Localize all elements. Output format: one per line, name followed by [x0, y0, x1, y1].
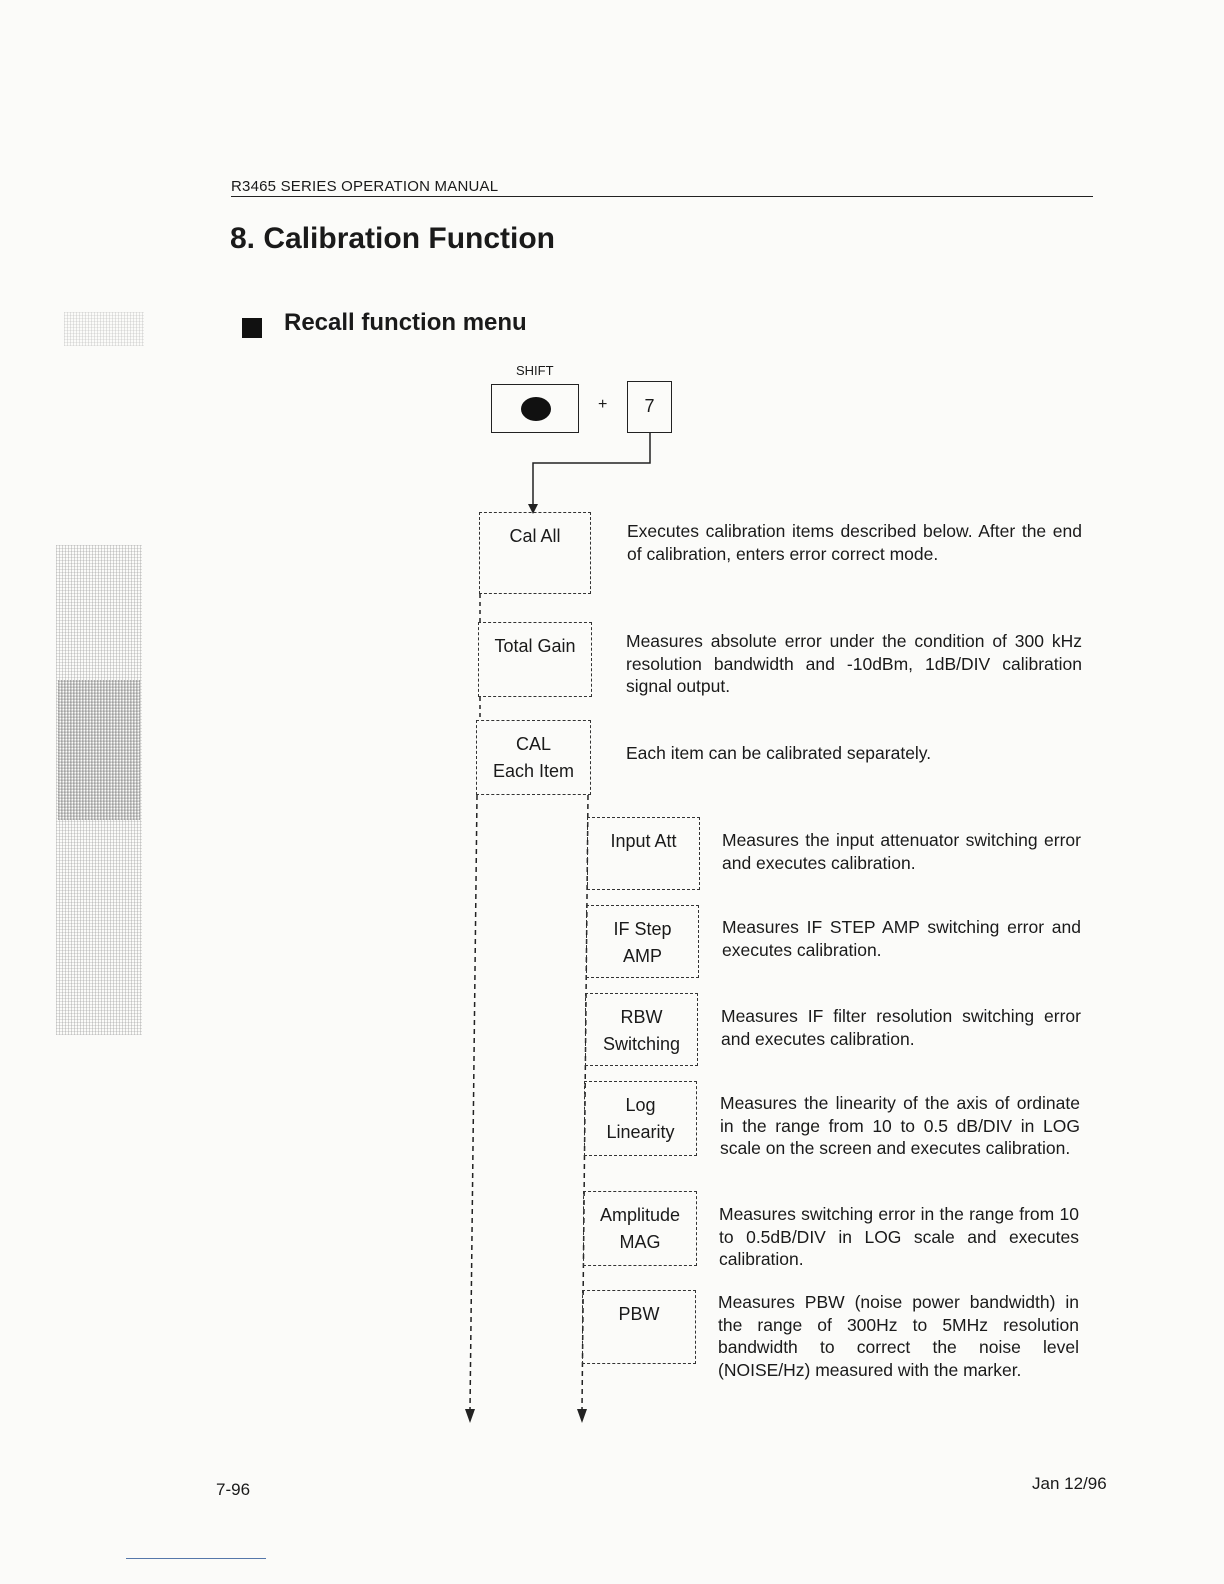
total-gain-description: Measures absolute error under the condition of 300 kHz resolution bandwidth and -10dBm, 1dB/DIV calibration signal output.: [626, 631, 1082, 696]
cal-each-item-description: Each item can be calibrated separately.: [626, 743, 932, 763]
revision-date: Jan 12/96: [1032, 1474, 1107, 1493]
softkey-label: Cal All: [509, 526, 561, 546]
softkey-label: PBW: [618, 1304, 660, 1324]
softkey-label-line2: AMP: [622, 946, 662, 966]
softkey-label-line2: Each Item: [492, 761, 575, 781]
softkey-cal-all[interactable]: [479, 512, 591, 594]
bottom-rule: [126, 1558, 266, 1559]
section-title: Recall function menu: [284, 309, 527, 336]
log-linearity-description: Measures the linearity of the axis of ordinate in the range from 10 to 0.5 dB/DIV in LOG scale on the screen and executes calibration.: [720, 1093, 1080, 1158]
softkey-input-att[interactable]: [587, 817, 700, 890]
manual-title: R3465 SERIES OPERATION MANUAL: [231, 178, 499, 195]
softkey-label: Log: [625, 1095, 656, 1115]
softkey-if-step-amp[interactable]: [586, 905, 699, 978]
input-att-description: Measures the input attenuator switching error and executes calibration.: [722, 830, 1081, 873]
softkey-label-line2: Linearity: [606, 1122, 675, 1142]
softkey-rbw-switching[interactable]: [585, 993, 698, 1066]
softkey-label: Amplitude: [599, 1205, 681, 1225]
softkey-cal-each-item[interactable]: [476, 720, 591, 795]
rbw-switching-description: Measures IF filter resolution switching error and executes calibration.: [721, 1006, 1081, 1049]
softkey-total-gain[interactable]: [478, 622, 592, 697]
softkey-pbw[interactable]: [582, 1290, 696, 1364]
softkey-label: Input Att: [610, 831, 677, 851]
softkey-label-line2: MAG: [619, 1232, 661, 1252]
chapter-title: 8. Calibration Function: [230, 222, 556, 255]
softkey-label: Total Gain: [494, 636, 576, 656]
shift-key-label: SHIFT: [516, 363, 554, 378]
softkey-label: RBW: [620, 1007, 663, 1027]
softkey-label: IF Step: [613, 919, 672, 939]
softkey-amplitude-mag[interactable]: [583, 1191, 697, 1266]
pbw-description: Measures PBW (noise power bandwidth) in the range of 300Hz to 5MHz resolution bandwidth to correct the noise level (NOISE/Hz) measured with the marker.: [718, 1292, 1079, 1380]
plus-sign: +: [598, 396, 608, 413]
amplitude-mag-description: Measures switching error in the range from 10 to 0.5dB/DIV in LOG scale and executes calibration.: [719, 1204, 1079, 1269]
softkey-label: CAL: [515, 734, 551, 754]
page-number: 7-96: [216, 1480, 251, 1499]
number-key-7: 7: [627, 381, 672, 433]
softkey-label-line2: Switching: [602, 1034, 681, 1054]
softkey-log-linearity[interactable]: [584, 1081, 697, 1156]
cal-all-description: Executes calibration items described below. After the end of calibration, enters error correct mode.: [627, 521, 1082, 564]
if-step-amp-description: Measures IF STEP AMP switching error and executes calibration.: [722, 917, 1081, 960]
